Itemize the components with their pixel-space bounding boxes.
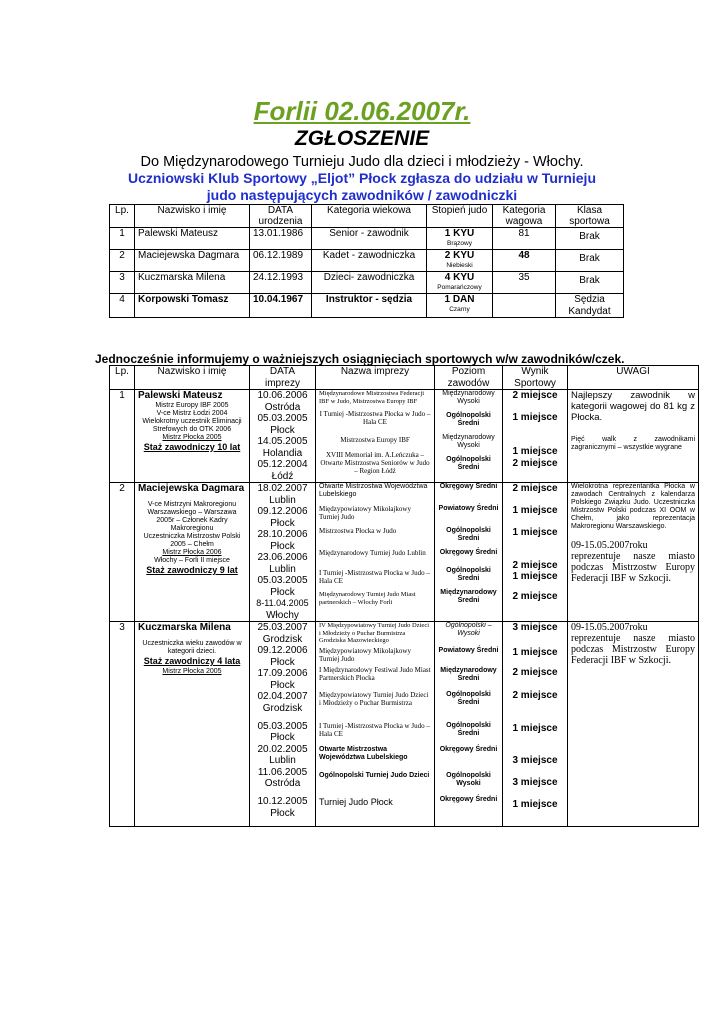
- event-date: 23.06.2006: [257, 552, 308, 563]
- event-place: Lublin: [269, 563, 296, 575]
- event-result: 1 miejsce: [512, 412, 558, 423]
- event-result: 2 miejsce: [512, 457, 558, 469]
- remark-text: 09-15.05.2007roku reprezentuje nasze miasto podczas Mistrzostw Europy Federacji IBF w Szkocji.: [571, 622, 695, 666]
- event-name: Międzypowiatowy Mikołajkowy Turniej Judo: [319, 647, 411, 663]
- athlete-note: Uczestniczka Mistrzostw Polski 2005 – Chełm: [143, 533, 241, 548]
- row-lp: 3: [110, 272, 135, 294]
- header-event-date: DATA imprezy: [250, 366, 316, 390]
- event-name: Międzypowiatowy Turniej Judo Dzieci i Młodzieży o Puchar Burmistrza: [319, 691, 429, 707]
- event-name: Międzynarodowy Turniej Judo Miast partnerskich – Włochy Forli: [319, 591, 416, 606]
- row-date: 24.12.1993: [250, 272, 312, 294]
- table-row: [110, 250, 624, 272]
- remarks-cell: [568, 622, 699, 827]
- event-result: 2 miejsce: [512, 483, 558, 494]
- event-name: Turniej Judo Płock: [319, 797, 393, 807]
- event-names-cell: [316, 390, 435, 483]
- event-place: Płock: [270, 424, 295, 436]
- event-date: 28.10.2006: [257, 529, 308, 540]
- header-name: Nazwisko i imię: [135, 205, 250, 228]
- table-header-row: [110, 366, 699, 390]
- row-grade-cell: [427, 272, 493, 294]
- event-dates-cell: [250, 390, 316, 483]
- event-place: Płock: [270, 517, 295, 529]
- event-level: Międzynarodowy Średni: [440, 589, 497, 604]
- event-date: 02.04.2007: [257, 691, 308, 702]
- row-weight: 81: [493, 228, 556, 250]
- row-weight: 35: [493, 272, 556, 294]
- event-levels-cell: [435, 483, 503, 622]
- athlete-name: Palewski Mateusz: [138, 390, 223, 401]
- event-name: Mistrzostwa Płocka w Judo: [319, 527, 397, 535]
- event-place: Ostróda: [264, 401, 301, 413]
- event-place: Lublin: [269, 755, 296, 766]
- table-row: [110, 390, 699, 483]
- event-date: 18.02.2007: [257, 483, 308, 494]
- table-row: [110, 622, 699, 827]
- row-class: Brak: [556, 272, 624, 294]
- athlete-cell: [135, 622, 250, 827]
- event-level: Międzynarodowy Wysoki: [442, 434, 495, 449]
- event-result: 2 miejsce: [512, 390, 558, 401]
- athlete-note: V-ce Mistrzyni Makroregionu Warszawskiego – Warszawa 2005r – Członek Kadry Makroregionu: [147, 501, 237, 532]
- header-name: Nazwisko i imię: [135, 366, 250, 390]
- event-dates-cell: [250, 622, 316, 827]
- row-grade-cell: [427, 228, 493, 250]
- row-lp: 2: [110, 250, 135, 272]
- remark-text: 09-15.05.2007roku reprezentuje nasze miasto podczas Mistrzostw Europy Federacji IBF w Szkocji.: [571, 540, 695, 584]
- event-name: I Turniej -Mistrzostwa Płocka w Judo – Hala CE: [319, 410, 431, 426]
- event-result: 3 miejsce: [512, 777, 558, 788]
- event-place: Płock: [270, 732, 295, 743]
- header-result: Wynik Sportowy: [503, 366, 568, 390]
- event-level: Okręgowy Średni: [439, 796, 498, 803]
- table-header-row: [110, 205, 624, 228]
- event-level: Międzynarodowy Wysoki: [442, 390, 495, 405]
- header-birth-date: DATA urodzenia: [250, 205, 312, 228]
- document-date-title: Forlii 02.06.2007r.: [253, 96, 471, 126]
- event-result: 2 miejsce: [512, 690, 558, 701]
- athlete-name: Kuczmarska Milena: [138, 622, 231, 633]
- row-name: Kuczmarska Milena: [135, 272, 250, 294]
- event-name: Międzypowiatowy Mikołajkowy Turniej Judo: [319, 505, 411, 521]
- header-sport-class: Klasa sportowa: [556, 205, 624, 228]
- remark-text: Wielokrotna reprezentantka Płocka w zawodach Centralnych z kalendarza Polskiego Związku Judo. Uczestniczka Mistrzostw Polski podczas XI OOM w Chełm, jako reprezentacja Makroregionu Warszawskiego.: [571, 483, 695, 530]
- table-row: [110, 294, 624, 318]
- event-level: Ogólnopolski Średni: [446, 722, 491, 737]
- athlete-note: Mistrz Europy IBF 2005: [155, 401, 229, 409]
- event-level: Okręgowy Średni: [439, 746, 498, 753]
- header-level: Poziom zawodów: [435, 366, 503, 390]
- event-level: Ogólnopolski Średni: [446, 527, 491, 542]
- event-date: 11.06.2005: [257, 766, 308, 778]
- tournament-subtitle: Do Międzynarodowego Turnieju Judo dla dzieci i młodzieży - Włochy.: [140, 154, 584, 170]
- event-result: 1 miejsce: [512, 505, 558, 516]
- row-lp: 3: [110, 622, 135, 827]
- event-name: XVIII Memoriał im. A.Leńczuka – Otwarte Mistrzostwa Seniorów w Judo – Region Łódź: [320, 451, 430, 475]
- row-name: Maciejewska Dagmara: [135, 250, 250, 272]
- event-levels-cell: [435, 622, 503, 827]
- event-result: 3 miejsce: [512, 755, 558, 766]
- event-place: Ostróda: [264, 778, 301, 789]
- event-date: 09.12.2006: [257, 645, 308, 656]
- event-level: Ogólnopolski Średni: [446, 567, 491, 582]
- athlete-note: Mistrz Płocka 2005: [162, 667, 222, 675]
- event-date: 25.03.2007: [257, 622, 308, 633]
- row-lp: 1: [110, 228, 135, 250]
- event-place: Włochy: [266, 609, 299, 621]
- event-name: I Turniej -Mistrzostwa Płocka w Judo – Hala CE: [319, 722, 430, 738]
- header-event-name: Nazwa imprezy: [316, 366, 435, 390]
- table-row: [110, 272, 624, 294]
- event-level: Okręgowy Średni: [439, 483, 498, 490]
- header-weight-category: Kategoria wagowa: [493, 205, 556, 228]
- athlete-note: V-ce Mistrz Łodzi 2004: [156, 409, 228, 417]
- event-level: Okręgowy Średni: [439, 549, 498, 556]
- athlete-cell: [135, 390, 250, 483]
- row-grade: 1 DAN: [444, 294, 475, 305]
- event-date: 05.03.2005: [257, 575, 308, 586]
- row-belt-color: Brązowy: [447, 239, 472, 247]
- event-date: 10.12.2005: [257, 796, 308, 807]
- athlete-note: Włochy – Forli II miejsce: [154, 557, 230, 564]
- event-level: Powiatowy Średni: [438, 505, 499, 512]
- event-place: Grodzisk: [262, 702, 303, 714]
- achievements-heading: Jednocześnie informujemy o ważniejszych osiągnięciach sportowych w/w zawodników/czek.: [95, 352, 625, 366]
- event-level: Ogólnopolski Średni: [446, 412, 491, 427]
- event-name: I Międzynarodowy Festiwal Judo Miast Partnerskich Płocka: [319, 666, 431, 682]
- athlete-name: Maciejewska Dagmara: [138, 483, 245, 494]
- event-place: Łódź: [271, 470, 294, 482]
- event-name: Międzynarodowy Turniej Judo Lublin: [319, 549, 426, 557]
- event-result: 2 miejsce: [512, 560, 558, 571]
- event-place: Płock: [270, 540, 295, 552]
- event-name: Otwarte Mistrzostwa Województwa Lubelskiego: [319, 746, 408, 761]
- event-place: Płock: [270, 656, 295, 668]
- event-level: Ogólnopolski Wysoki: [446, 772, 491, 787]
- athlete-note: Uczestniczka wieku zawodów w kategorii dzieci.: [142, 640, 242, 655]
- row-grade: 2 KYU: [444, 250, 475, 261]
- event-date: 14.05.2005: [257, 436, 308, 447]
- remarks-cell: [568, 390, 699, 483]
- row-class: Sędzia Kandydat: [556, 294, 624, 318]
- athlete-note: Mistrz Płocka 2005: [162, 433, 222, 441]
- athlete-cell: [135, 483, 250, 622]
- event-name: I Turniej -Mistrzostwa Płocka w Judo – Hala CE: [319, 569, 430, 585]
- event-result: 1 miejsce: [512, 446, 558, 457]
- achievements-table: [109, 365, 699, 827]
- event-name: Międzynarodowe Mistrzostwa Federacji IBF w Judo, Mistrzostwa Europy IBF: [319, 390, 425, 405]
- event-result: 2 miejsce: [512, 591, 558, 602]
- row-weight: [493, 294, 556, 318]
- row-grade: 1 KYU: [444, 228, 475, 239]
- header-lp: Lp.: [110, 366, 135, 390]
- athlete-experience: Staż zawodniczy 9 lat: [146, 565, 238, 575]
- row-date: 06.12.1989: [250, 250, 312, 272]
- event-place: Płock: [270, 679, 295, 691]
- event-name: Mistrzostwa Europy IBF: [340, 436, 410, 444]
- table-row: [110, 483, 699, 622]
- athlete-experience: Staż zawodniczy 10 lat: [143, 441, 241, 452]
- table-row: [110, 228, 624, 250]
- registration-table: [109, 204, 624, 318]
- event-names-cell: [316, 483, 435, 622]
- event-place: Holandia: [262, 447, 303, 459]
- event-results-cell: [503, 622, 568, 827]
- event-result: 1 miejsce: [512, 799, 558, 810]
- row-lp: 4: [110, 294, 135, 318]
- row-belt-color: Pomarańczowy: [437, 283, 482, 291]
- event-date: 10.06.2006: [257, 390, 308, 401]
- event-date: 05.03.2005: [257, 413, 308, 424]
- event-date: 09.12.2006: [257, 506, 308, 517]
- header-judo-grade: Stopień judo: [427, 205, 493, 228]
- event-date: 05.12.2004: [257, 459, 308, 470]
- event-result: 1 miejsce: [512, 527, 558, 538]
- event-date: 17.09.2006: [257, 668, 308, 679]
- event-name: Ogólnopolski Turniej Judo Dzieci: [319, 772, 430, 779]
- row-lp: 2: [110, 483, 135, 622]
- row-class: Brak: [556, 250, 624, 272]
- row-date: 10.04.1967: [250, 294, 312, 318]
- club-statement-line2: judo następujących zawodników / zawodniczki: [206, 187, 518, 203]
- event-level: Ogólnopolski Średni: [446, 691, 491, 706]
- event-result: 1 miejsce: [512, 571, 558, 582]
- row-class: Brak: [556, 228, 624, 250]
- club-statement-line1: Uczniowski Klub Sportowy „Eljot” Płock zgłasza do udziału w Turnieju: [127, 170, 596, 186]
- athlete-note: Wielokrotny uczestnik Eliminacji Strefowych do OTK 2006: [142, 417, 242, 433]
- event-place: Lublin: [269, 494, 296, 506]
- event-levels-cell: [435, 390, 503, 483]
- row-grade-cell: [427, 250, 493, 272]
- row-grade: 4 KYU: [444, 272, 475, 283]
- event-place: Płock: [270, 586, 295, 598]
- event-level: Międzynarodowy Średni: [440, 667, 497, 682]
- row-grade-cell: [427, 294, 493, 318]
- event-level: Ogólnopolski Średni: [446, 456, 491, 471]
- header-lp: Lp.: [110, 205, 135, 228]
- event-result: 1 miejsce: [512, 723, 558, 734]
- row-age-category: Instruktor - sędzia: [312, 294, 427, 318]
- event-names-cell: [316, 622, 435, 827]
- header-remarks: UWAGI: [568, 366, 699, 390]
- event-place: Grodzisk: [262, 633, 303, 645]
- event-result: 2 miejsce: [512, 667, 558, 678]
- row-belt-color: Niebieski: [446, 261, 473, 269]
- row-date: 13.01.1986: [250, 228, 312, 250]
- remark-text: Najlepszy zawodnik w kategorii wagowej do 81 kg z Płocka.: [571, 390, 695, 423]
- row-weight: 48: [493, 250, 556, 272]
- event-date: 8-11.04.2005: [256, 598, 309, 608]
- event-dates-cell: [250, 483, 316, 622]
- row-belt-color: Czarny: [449, 305, 470, 313]
- event-results-cell: [503, 483, 568, 622]
- row-age-category: Senior - zawodnik: [312, 228, 427, 250]
- event-level: Ogólnopolski – Wysoki: [445, 622, 492, 637]
- row-age-category: Kadet - zawodniczka: [312, 250, 427, 272]
- row-name: Palewski Mateusz: [135, 228, 250, 250]
- event-name: Otwarte Mistrzostwa Województwa Lubelskiego: [319, 483, 428, 498]
- athlete-experience: Staż zawodniczy 4 lata: [143, 656, 241, 666]
- event-date: 05.03.2005: [257, 720, 308, 732]
- event-place: Płock: [270, 807, 295, 819]
- header-age-category: Kategoria wiekowa: [312, 205, 427, 228]
- remark-text: Pięć walk z zawodnikami zagranicznymi – wszystkie wygrane: [571, 436, 695, 451]
- athlete-note: Mistrz Płocka 2006: [162, 549, 222, 556]
- row-lp: 1: [110, 390, 135, 483]
- event-date: 20.02.2005: [257, 743, 308, 755]
- event-level: Powiatowy Średni: [438, 647, 499, 654]
- remarks-cell: [568, 483, 699, 622]
- document-title: ZGŁOSZENIE: [294, 127, 430, 150]
- event-name: IV Międzypowiatowy Turniej Judo Dzieci i Młodzieży o Puchar Burmistrza Grodziska Mazowieckiego: [319, 622, 430, 644]
- event-results-cell: [503, 390, 568, 483]
- event-result: 3 miejsce: [512, 622, 558, 633]
- event-result: 1 miejsce: [512, 647, 558, 658]
- row-age-category: Dzieci- zawodniczka: [312, 272, 427, 294]
- row-name: Korpowski Tomasz: [135, 294, 250, 318]
